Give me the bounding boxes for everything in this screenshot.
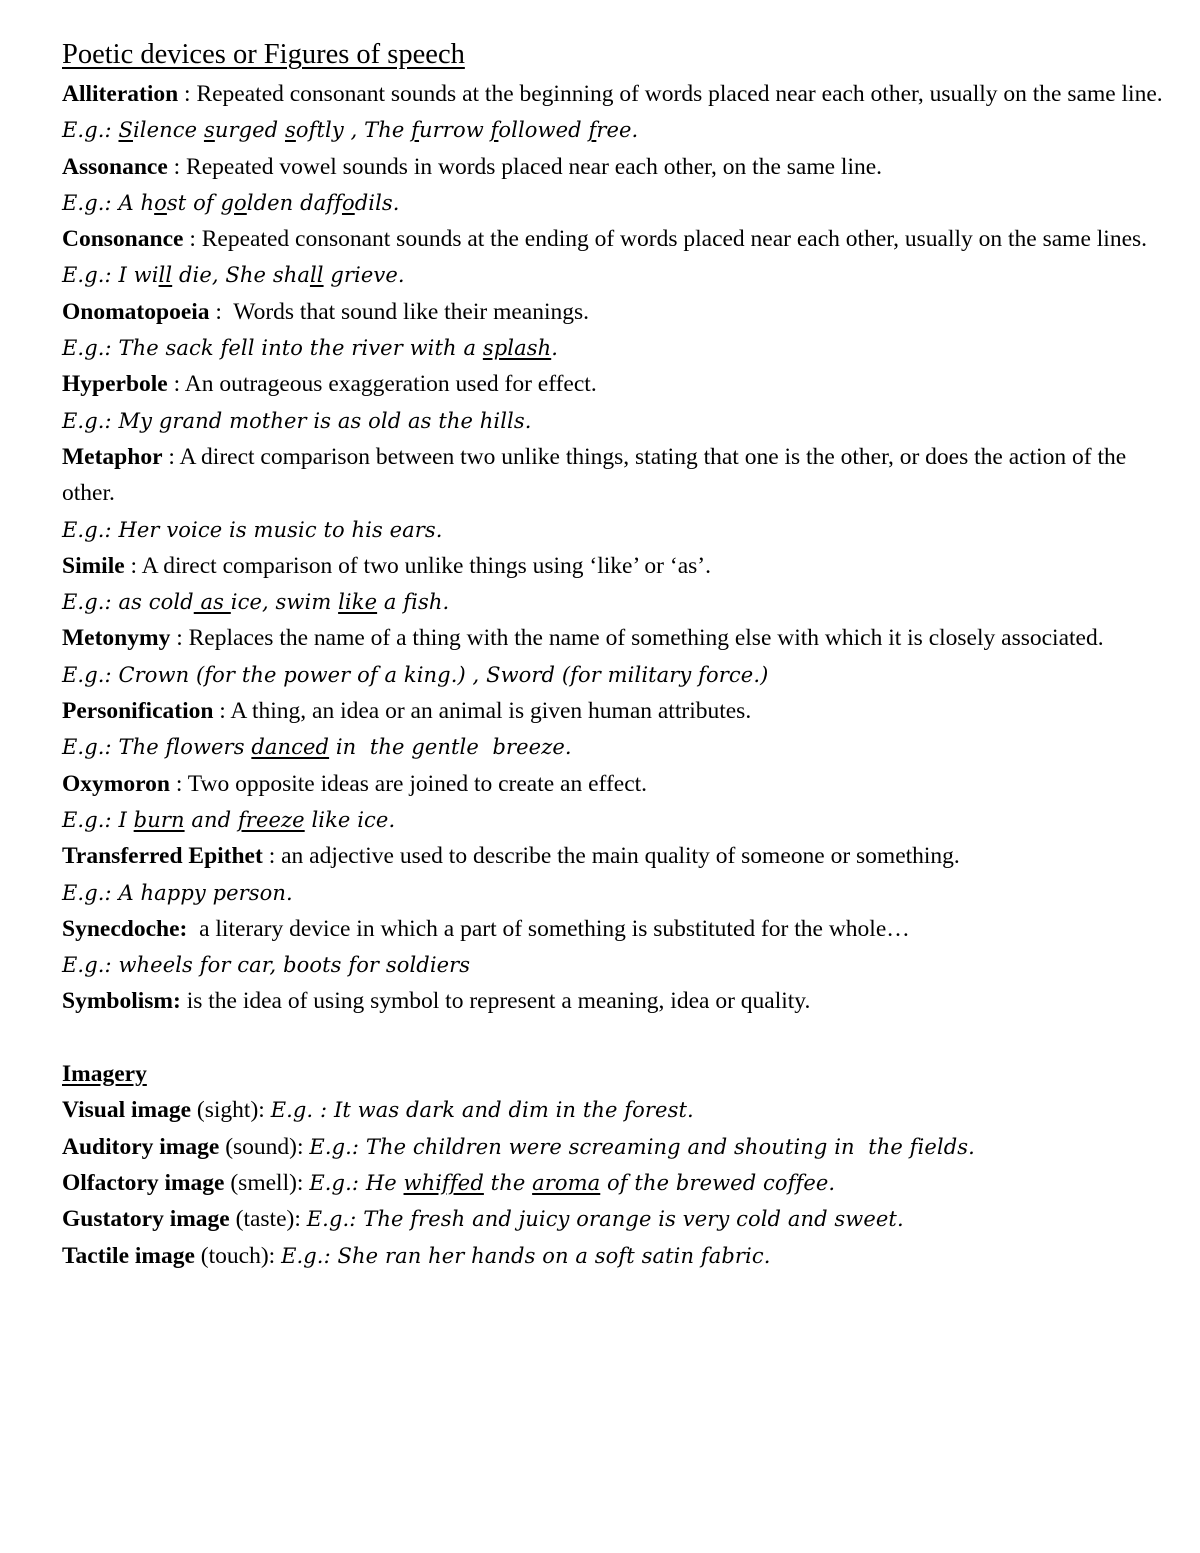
device-example (62, 403, 1172, 439)
example-part: It was dark and dim in the forest. (333, 1098, 694, 1123)
example-text (62, 590, 449, 614)
device-term: Simile (62, 552, 125, 579)
example-part: in the gentle breeze. (329, 735, 572, 760)
example-prefix: E.g.: (309, 1170, 366, 1195)
device-separator (187, 916, 199, 942)
device-separator: : (124, 552, 142, 579)
device-example (62, 947, 1172, 983)
example-part: My grand mother is as old as the hills. (118, 408, 532, 433)
example-text (62, 808, 395, 832)
device-term: Consonance (62, 226, 184, 253)
document-page (62, 34, 1172, 1274)
device-definition (62, 294, 1172, 330)
example-text (271, 1098, 694, 1122)
example-prefix: E.g.: (62, 190, 119, 215)
device-term: Metonymy (62, 625, 171, 652)
device-separator: : (178, 81, 197, 107)
imagery-sense: (taste): (229, 1206, 307, 1233)
example-underlined-part: f (411, 118, 420, 143)
example-underlined-part: danced (251, 735, 330, 760)
imagery-term: Gustatory image (62, 1206, 230, 1233)
device-definition-text: Repeated vowel sounds in words placed near each other, on the same line. (186, 153, 883, 180)
device-example (62, 729, 1172, 765)
example-underlined-part: like (338, 590, 378, 615)
device-definition (62, 620, 1172, 656)
example-part: Her voice is music to his ears. (118, 517, 443, 542)
device-term: Personification (62, 698, 214, 725)
device-definition (62, 693, 1172, 729)
example-text (62, 336, 558, 360)
device-definition-text: An outrageous exaggeration used for effect. (184, 371, 597, 398)
example-part: A h (118, 190, 155, 215)
example-prefix: E.g.: (62, 336, 119, 361)
device-definition-text: Replaces the name of a thing with the name of something else with which it is closely associated. (188, 625, 1104, 652)
device-definition (62, 221, 1172, 257)
device-example (62, 112, 1172, 148)
imagery-term: Tactile image (62, 1242, 195, 1269)
device-term: Onomatopoeia (62, 298, 210, 325)
device-separator: : (170, 625, 189, 652)
imagery-heading: Imagery (62, 1061, 147, 1088)
example-prefix: E.g.: (62, 517, 119, 542)
example-part: oftly , The (295, 118, 412, 143)
example-prefix: E.g. : (270, 1098, 334, 1123)
example-underlined-part: whiffed (403, 1170, 484, 1195)
example-text (62, 518, 443, 542)
device-definition (62, 439, 1172, 512)
example-underlined-part: as (193, 590, 231, 615)
example-text (281, 1244, 770, 1268)
example-underlined-part: f (490, 118, 499, 143)
example-text (62, 735, 572, 759)
example-prefix: E.g.: (62, 118, 119, 143)
example-part: of the brewed coffee. (600, 1170, 836, 1195)
device-example (62, 584, 1172, 620)
device-definition-text: an adjective used to describe the main quality of someone or something. (281, 843, 960, 870)
page-title: Poetic devices or Figures of speech (62, 39, 465, 70)
imagery-sense: (sight): (191, 1097, 271, 1124)
example-underlined-part: ll (309, 263, 324, 288)
example-part: lden daff (246, 190, 342, 215)
imagery-item (62, 1238, 1172, 1274)
device-separator: : (209, 298, 234, 325)
device-term: Transferred Epithet (62, 843, 263, 870)
imagery-heading-line (62, 1056, 1172, 1092)
example-part: as cold (118, 590, 194, 615)
imagery-item (62, 1092, 1172, 1128)
example-prefix: E.g.: (306, 1207, 364, 1232)
example-part: st of g (166, 190, 235, 215)
example-text (62, 663, 768, 687)
imagery-sense: (touch): (194, 1242, 282, 1269)
imagery-term: Olfactory image (62, 1169, 225, 1196)
device-term: Oxymoron (62, 770, 170, 797)
example-part: The flowers (118, 735, 252, 760)
example-prefix: E.g.: (62, 880, 119, 905)
imagery-item (62, 1165, 1172, 1201)
device-separator: : (183, 226, 202, 253)
example-part: urged (214, 118, 285, 143)
example-part: the (483, 1170, 533, 1195)
example-underlined-part: S (118, 118, 133, 143)
device-example (62, 257, 1172, 293)
example-part: die, She sha (172, 263, 310, 288)
imagery-sense: (smell): (224, 1169, 310, 1196)
example-underlined-part: freeze (237, 807, 305, 832)
example-prefix: E.g.: (62, 263, 119, 288)
example-part: I wi (118, 263, 159, 288)
device-definition (62, 911, 1172, 947)
example-underlined-part: ll (158, 263, 173, 288)
example-part: . (551, 336, 558, 361)
example-text (307, 1207, 904, 1231)
section-spacer (62, 1020, 1172, 1056)
example-prefix: E.g.: (309, 1134, 366, 1159)
example-underlined-part: o (341, 190, 355, 215)
device-term: Hyperbole (62, 371, 168, 398)
device-example (62, 512, 1172, 548)
example-part: The fresh and juicy orange is very cold and sweet. (363, 1207, 904, 1232)
example-text (62, 191, 400, 215)
device-example (62, 657, 1172, 693)
example-part: dils. (354, 190, 400, 215)
imagery-item (62, 1201, 1172, 1237)
example-text (62, 263, 405, 287)
example-prefix: E.g.: (281, 1243, 338, 1268)
imagery-list (62, 1092, 1172, 1273)
device-definition-text: A direct comparison of two unlike things using ‘like’ or ‘as’. (141, 552, 711, 579)
example-underlined-part: o (154, 190, 167, 215)
example-prefix: E.g.: (62, 408, 119, 433)
example-part: The children were screaming and shouting in the fields. (365, 1134, 975, 1159)
device-example (62, 875, 1172, 911)
device-definition (62, 548, 1172, 584)
example-text (309, 1171, 835, 1195)
device-separator: : (262, 843, 282, 870)
example-part: ice, swim (230, 590, 339, 615)
example-prefix: E.g.: (62, 662, 119, 687)
device-definition-text: Words that sound like their meanings. (233, 298, 590, 325)
example-prefix: E.g.: (62, 590, 119, 615)
device-definition-text: is the idea of using symbol to represent a meaning, idea or quality. (186, 988, 811, 1015)
example-underlined-part: o (234, 190, 247, 215)
device-definition (62, 76, 1172, 112)
example-part: I (118, 807, 134, 832)
imagery-item (62, 1129, 1172, 1165)
example-part: Crown (for the power of a king.) , Sword (for military force.) (118, 662, 769, 687)
example-part: like ice. (304, 807, 396, 832)
example-part: and (184, 807, 238, 832)
imagery-term: Visual image (62, 1097, 192, 1124)
example-prefix: E.g.: (62, 807, 119, 832)
imagery-sense: (sound): (219, 1133, 310, 1160)
device-term: Alliteration (62, 81, 179, 107)
example-text (62, 881, 293, 905)
device-term: Synecdoche: (62, 915, 188, 942)
device-separator: : (167, 371, 185, 398)
example-part: ree. (596, 118, 639, 143)
device-example (62, 330, 1172, 366)
device-definition-text: A thing, an idea or an animal is given human attributes. (230, 698, 752, 725)
device-definition (62, 366, 1172, 402)
device-term: Symbolism: (62, 988, 181, 1015)
example-part: urrow (419, 118, 491, 143)
example-part: A happy person. (118, 880, 293, 905)
devices-list (62, 76, 1172, 1020)
example-text (62, 409, 532, 433)
example-underlined-part: f (588, 118, 597, 143)
example-underlined-part: s (284, 118, 296, 143)
device-separator: : (162, 443, 180, 470)
device-separator: : (169, 770, 188, 797)
device-definition (62, 983, 1172, 1019)
example-text (62, 118, 638, 142)
device-definition-text: a literary device in which a part of something is substituted for the whole… (199, 915, 910, 942)
device-example (62, 185, 1172, 221)
example-part: She ran her hands on a soft satin fabric. (337, 1243, 771, 1268)
example-part: ollowed (498, 118, 589, 143)
device-term: Assonance (62, 153, 168, 180)
example-text (309, 1135, 975, 1159)
device-definition-text: Repeated consonant sounds at the ending of words placed near each other, usually on the same lines. (201, 226, 1148, 253)
device-definition-text: Repeated consonant sounds at the beginning of words placed near each other, usually on the same line. (196, 81, 1163, 107)
device-definition (62, 149, 1172, 185)
example-underlined-part: aroma (532, 1170, 601, 1195)
example-part: He (365, 1170, 404, 1195)
device-example (62, 802, 1172, 838)
device-term: Metaphor (62, 443, 163, 470)
example-text (62, 953, 470, 977)
example-part: wheels for car, boots for soldiers (118, 953, 471, 978)
example-underlined-part: burn (133, 807, 185, 832)
example-underlined-part: s (203, 118, 215, 143)
device-definition (62, 766, 1172, 802)
example-part: ilence (132, 118, 204, 143)
imagery-term: Auditory image (62, 1133, 220, 1160)
example-part: The sack fell into the river with a (118, 336, 483, 361)
device-definition (62, 838, 1172, 874)
example-part: a fish. (377, 590, 450, 615)
device-definition-text: A direct comparison between two unlike things, stating that one is the other, or does the action of the other. (62, 443, 1127, 507)
device-separator: : (213, 698, 231, 725)
example-underlined-part: splash (482, 336, 552, 361)
device-separator: : (167, 153, 187, 180)
example-part: grieve. (323, 263, 405, 288)
device-definition-text: Two opposite ideas are joined to create an effect. (187, 770, 648, 797)
example-prefix: E.g.: (62, 735, 119, 760)
example-prefix: E.g.: (62, 953, 119, 978)
